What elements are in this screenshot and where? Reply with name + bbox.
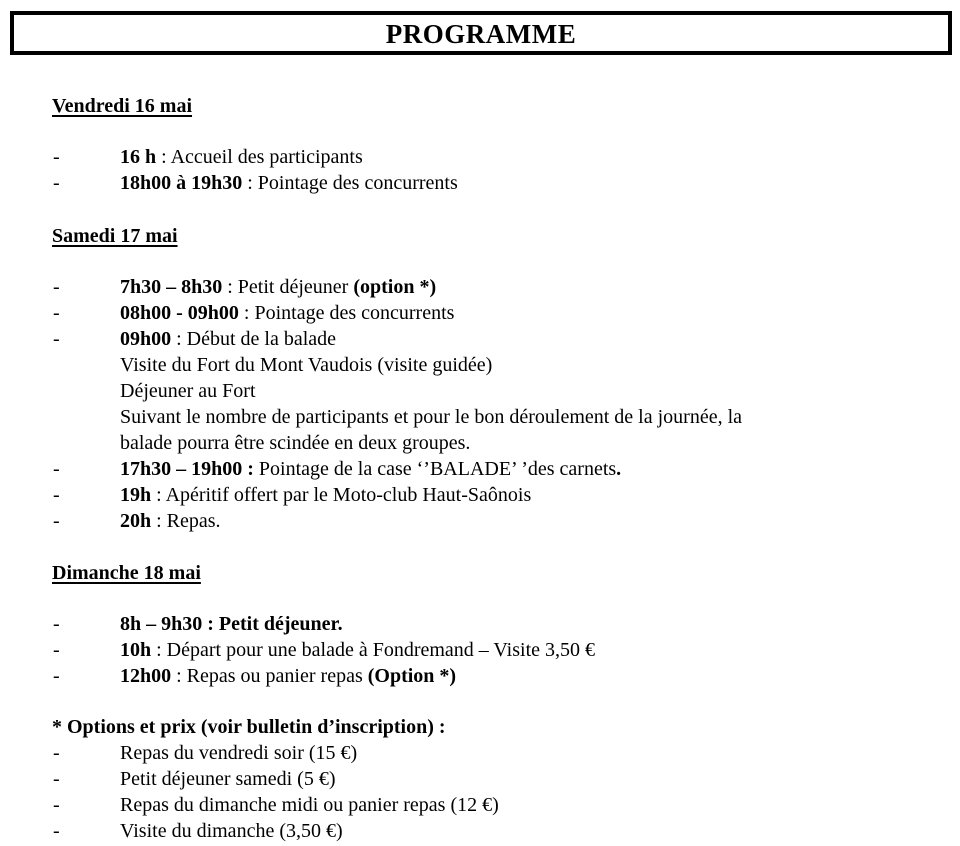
schedule-item bbox=[0, 458, 960, 484]
schedule-item bbox=[0, 639, 960, 665]
schedule-item bbox=[0, 665, 960, 691]
item-time: 20h bbox=[120, 510, 152, 532]
list-dash: - bbox=[53, 665, 60, 687]
day-heading-dimanche: Dimanche 18 mai bbox=[52, 562, 201, 584]
item-time: 19h bbox=[120, 484, 152, 506]
item-time: 09h00 bbox=[120, 328, 172, 350]
item-text: : Pointage des concurrents bbox=[238, 302, 455, 324]
schedule-item bbox=[0, 613, 960, 639]
item-text: : Repas ou panier repas bbox=[171, 665, 368, 687]
list-dash: - bbox=[53, 639, 60, 661]
item-time: 08h00 - 09h00 bbox=[120, 302, 239, 324]
schedule-item bbox=[0, 276, 960, 302]
schedule-item bbox=[0, 510, 960, 536]
item-time: 12h00 bbox=[120, 665, 172, 687]
schedule-item bbox=[0, 302, 960, 328]
schedule-item bbox=[0, 172, 960, 198]
list-dash: - bbox=[53, 302, 60, 324]
list-dash: - bbox=[53, 328, 60, 350]
item-tail: . bbox=[616, 458, 622, 480]
day-heading-vendredi: Vendredi 16 mai bbox=[52, 95, 193, 117]
schedule-item bbox=[0, 484, 960, 510]
item-text: : Départ pour une balade à Fondremand – Visite 3,50 € bbox=[151, 639, 596, 661]
item-option-note: (option *) bbox=[353, 276, 437, 298]
list-dash: - bbox=[53, 146, 60, 168]
option-text: Repas du vendredi soir (15 €) bbox=[120, 742, 358, 764]
list-dash: - bbox=[53, 458, 60, 480]
page-title: PROGRAMME bbox=[385, 18, 577, 49]
schedule-item-continuation bbox=[0, 354, 960, 380]
list-dash: - bbox=[53, 172, 60, 194]
programme-title-box bbox=[10, 11, 952, 55]
list-dash: - bbox=[53, 794, 60, 816]
list-dash: - bbox=[53, 820, 60, 842]
list-dash: - bbox=[53, 484, 60, 506]
item-text: : Apéritif offert par le Moto-club Haut-Saônois bbox=[151, 484, 532, 506]
item-time: 8h – 9h30 : Petit déjeuner. bbox=[120, 613, 343, 635]
schedule-item-continuation bbox=[0, 432, 960, 458]
item-time: 17h30 – 19h00 : bbox=[120, 458, 254, 480]
list-dash: - bbox=[53, 613, 60, 635]
item-text: balade pourra être scindée en deux groupes. bbox=[120, 432, 471, 454]
option-item bbox=[0, 794, 960, 820]
item-text: : Pointage des concurrents bbox=[242, 172, 458, 194]
item-text: Visite du Fort du Mont Vaudois (visite guidée) bbox=[120, 354, 493, 376]
schedule-item-continuation bbox=[0, 380, 960, 406]
item-time: 7h30 – 8h30 bbox=[120, 276, 223, 298]
list-dash: - bbox=[53, 276, 60, 298]
item-text: : Petit déjeuner bbox=[222, 276, 354, 298]
schedule-item bbox=[0, 146, 960, 172]
item-text: Suivant le nombre de participants et pour le bon déroulement de la journée, la bbox=[120, 406, 743, 428]
item-text: : Accueil des participants bbox=[156, 146, 363, 168]
day-heading-samedi: Samedi 17 mai bbox=[52, 225, 178, 247]
option-item bbox=[0, 742, 960, 768]
option-item bbox=[0, 820, 960, 846]
item-text: Pointage de la case ‘’BALADE’ ’des carnets bbox=[253, 458, 617, 480]
list-dash: - bbox=[53, 768, 60, 790]
item-time: 18h00 à 19h30 bbox=[120, 172, 243, 194]
option-text: Petit déjeuner samedi (5 €) bbox=[120, 768, 336, 790]
option-text: Visite du dimanche (3,50 €) bbox=[120, 820, 343, 842]
option-item bbox=[0, 768, 960, 794]
options-heading: * Options et prix (voir bulletin d’inscription) : bbox=[52, 716, 446, 738]
schedule-item bbox=[0, 328, 960, 354]
item-option-note: (Option *) bbox=[367, 665, 457, 687]
item-time: 16 h bbox=[120, 146, 157, 168]
item-text: Déjeuner au Fort bbox=[120, 380, 256, 402]
schedule-item-continuation bbox=[0, 406, 960, 432]
item-text: : Début de la balade bbox=[171, 328, 337, 350]
list-dash: - bbox=[53, 510, 60, 532]
list-dash: - bbox=[53, 742, 60, 764]
option-text: Repas du dimanche midi ou panier repas (12 €) bbox=[120, 794, 499, 816]
item-text: : Repas. bbox=[151, 510, 221, 532]
item-time: 10h bbox=[120, 639, 152, 661]
